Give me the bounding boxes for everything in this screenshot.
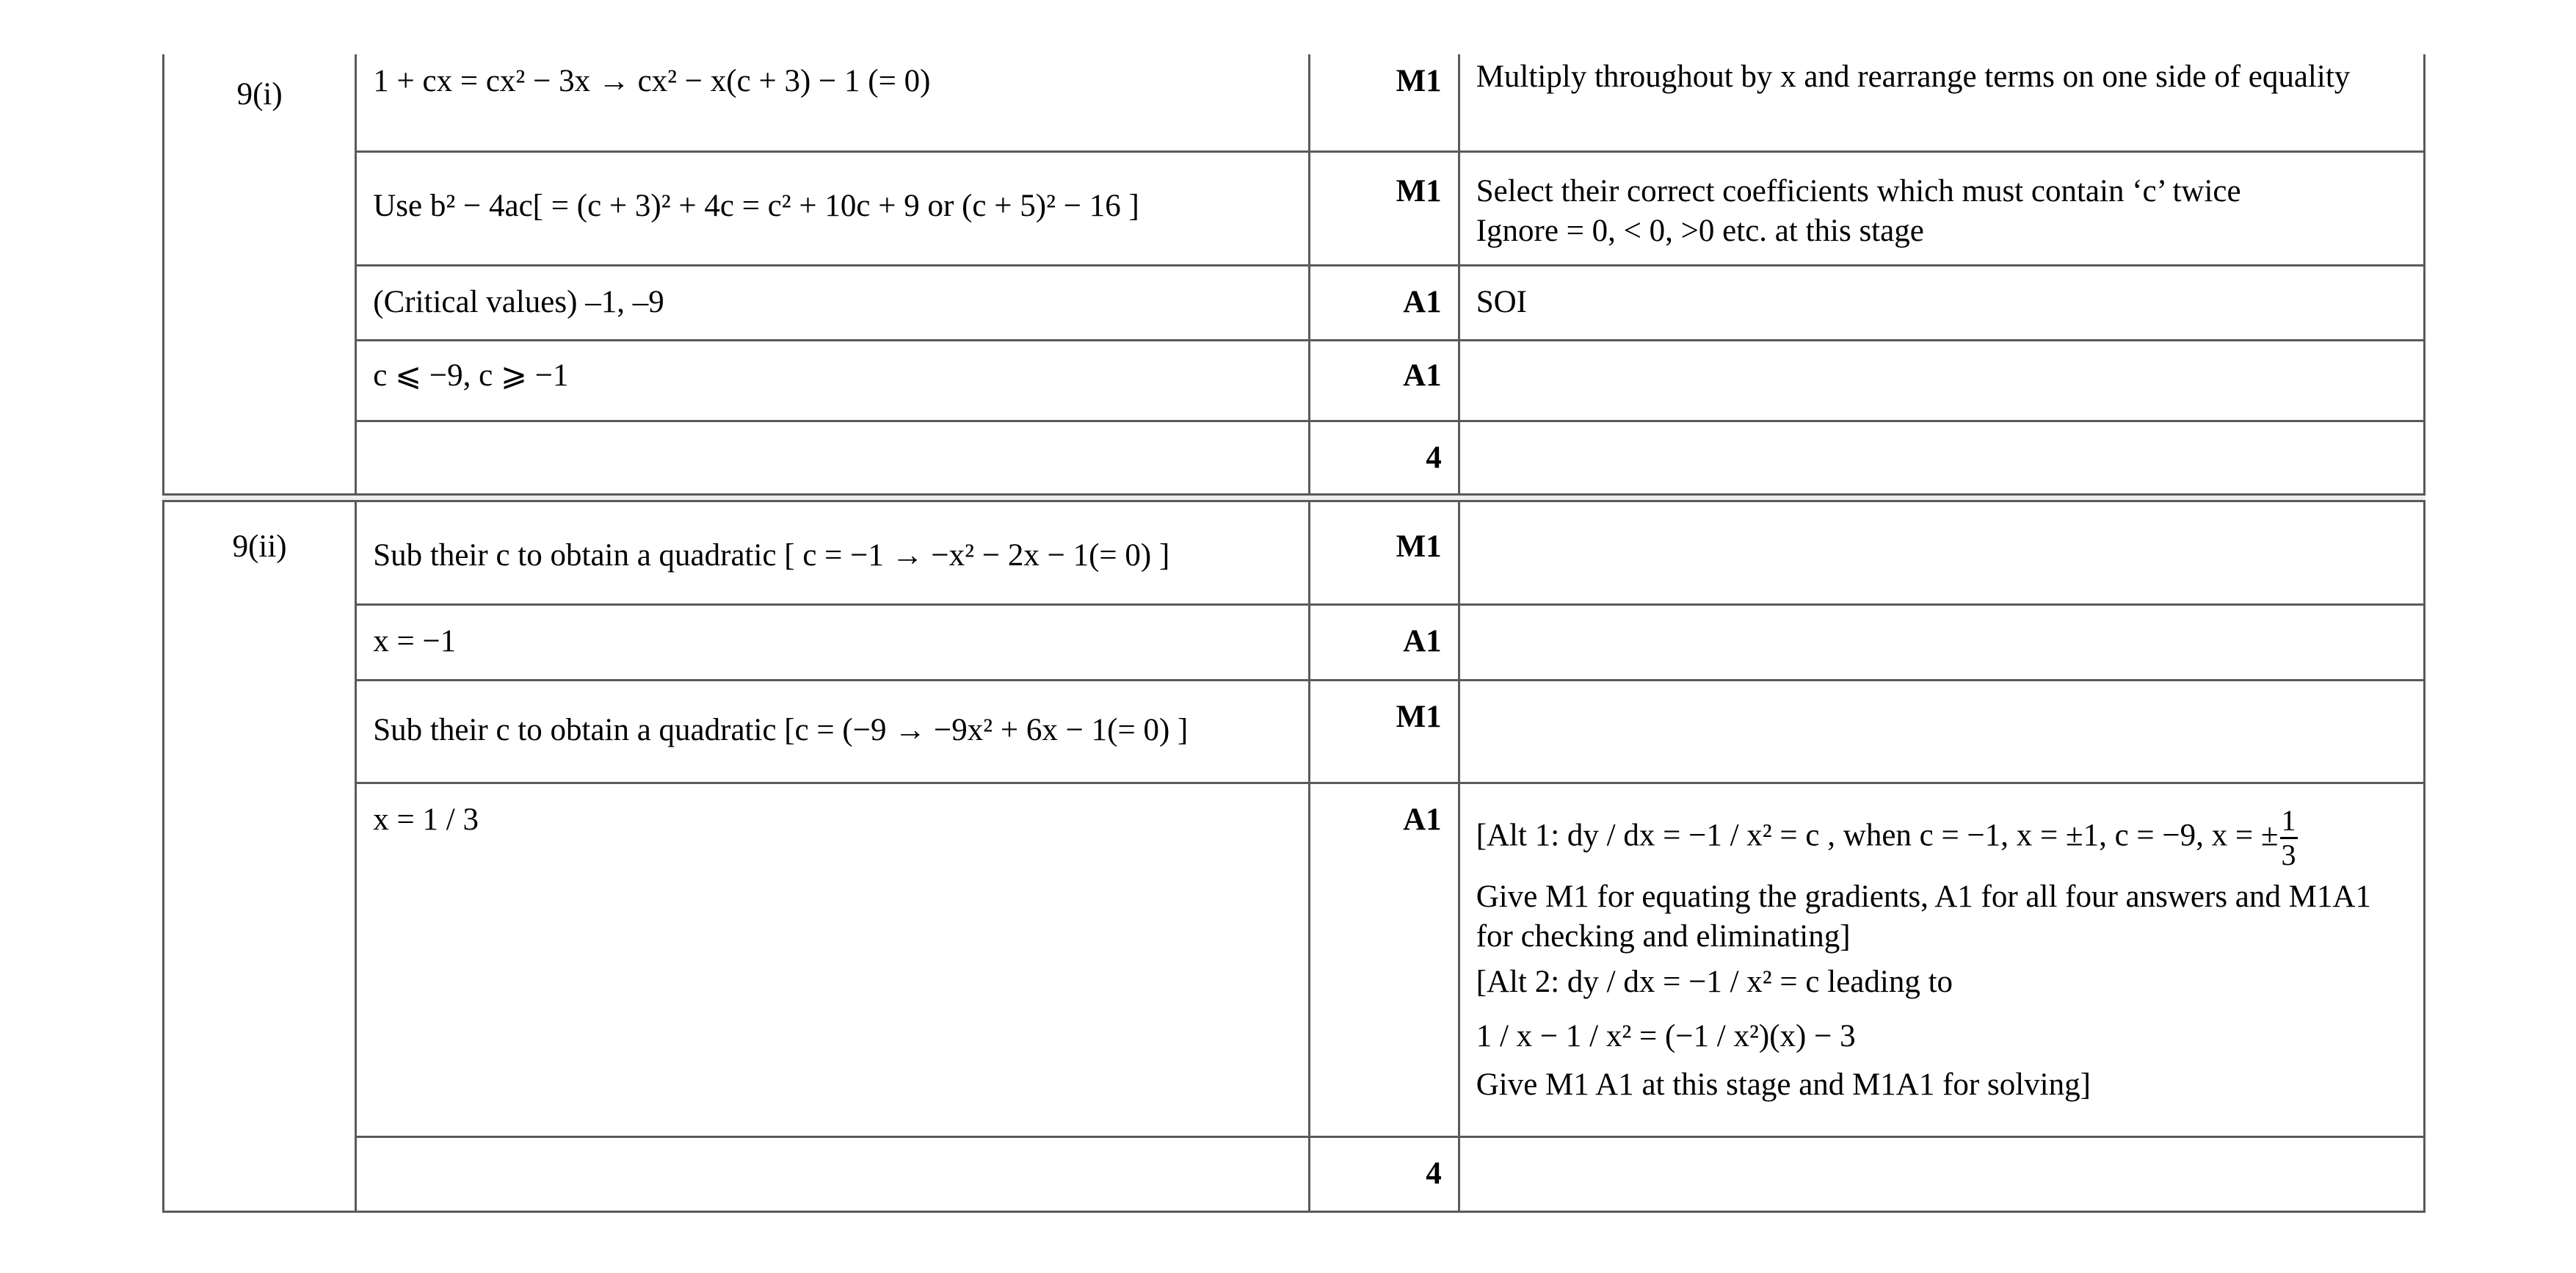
table-row [164, 783, 2425, 1137]
table-row [164, 605, 2425, 681]
guidance-cell [1459, 783, 2424, 1137]
guidance-cell [1459, 151, 2424, 265]
answer-cell: (Critical values) –1, –9 [356, 265, 1309, 340]
answer-cell: Sub their c to obtain a quadratic [c = (−9 → −9x² + 6x − 1(= 0) ] [356, 681, 1309, 783]
guidance-line: 1 / x − 1 / x² = (−1 / x²)(x) − 3 [1476, 1019, 1856, 1053]
guidance-cell [1459, 1137, 2424, 1212]
answer-cell [356, 421, 1309, 494]
mark-cell: M1 [1309, 681, 1459, 783]
answer-cell [356, 1137, 1309, 1212]
alt2-line: [Alt 2: dy / dx = −1 / x² = c leading to [1476, 965, 1953, 999]
answer-cell: Use b² − 4ac[ = (c + 3)² + 4c = c² + 10c + 9 or (c + 5)² − 16 ] [356, 151, 1309, 265]
mark-cell: A1 [1309, 340, 1459, 421]
total-marks: 4 [1309, 421, 1459, 494]
guidance-cell [1459, 421, 2424, 494]
answer-cell: 1 + cx = cx² − 3x → cx² − x(c + 3) − 1 (= 0) [356, 54, 1309, 151]
mark-cell: A1 [1309, 265, 1459, 340]
guidance-cell: Multiply throughout by x and rearrange terms on one side of equality [1459, 54, 2424, 151]
guidance-line: Give M1 A1 at this stage and M1A1 for solving] [1476, 1067, 2091, 1102]
fraction: $\frac{1}{3}$ [2281, 804, 2296, 871]
table-row [164, 54, 2425, 151]
answer-cell: Sub their c to obtain a quadratic [ c = −1 → −x² − 2x − 1(= 0) ] [356, 501, 1309, 605]
guidance-cell [1459, 605, 2424, 681]
mark-cell: M1 [1309, 151, 1459, 265]
table-row [164, 681, 2425, 783]
answer-cell: c ⩽ −9, c ⩾ −1 [356, 340, 1309, 421]
guidance-line: Select their correct coefficients which must contain ‘c’ twice [1476, 173, 2241, 208]
total-marks: 4 [1309, 1137, 1459, 1212]
answer-cell: x = 1 / 3 [356, 783, 1309, 1137]
table-row [164, 1137, 2425, 1212]
guidance-cell [1459, 681, 2424, 783]
answer-cell: x = −1 [356, 605, 1309, 681]
part-i-table [162, 54, 2426, 496]
guidance-line: Give M1 for equating the gradients, A1 for all four answers and M1A1 for checking and eliminating] [1476, 880, 2371, 954]
guidance-line: Ignore = 0, < 0, >0 etc. at this stage [1476, 213, 1924, 248]
table-row [164, 265, 2425, 340]
mark-cell: M1 [1309, 501, 1459, 605]
guidance-cell [1459, 340, 2424, 421]
mark-cell: A1 [1309, 783, 1459, 1137]
mark-cell: M1 [1309, 54, 1459, 151]
part-ii-table [162, 500, 2426, 1213]
table-row [164, 340, 2425, 421]
question-label: 9(i) [164, 54, 356, 494]
table-row [164, 501, 2425, 605]
question-label: 9(ii) [164, 501, 356, 1212]
table-row [164, 151, 2425, 265]
table-row [164, 421, 2425, 494]
guidance-cell [1459, 501, 2424, 605]
guidance-cell: SOI [1459, 265, 2424, 340]
alt1-line: [Alt 1: dy / dx = −1 / x² = c , when c = −1, x = ±1, c = −9, x = ± $\frac{1}{3}$ [1476, 804, 2296, 871]
mark-cell: A1 [1309, 605, 1459, 681]
